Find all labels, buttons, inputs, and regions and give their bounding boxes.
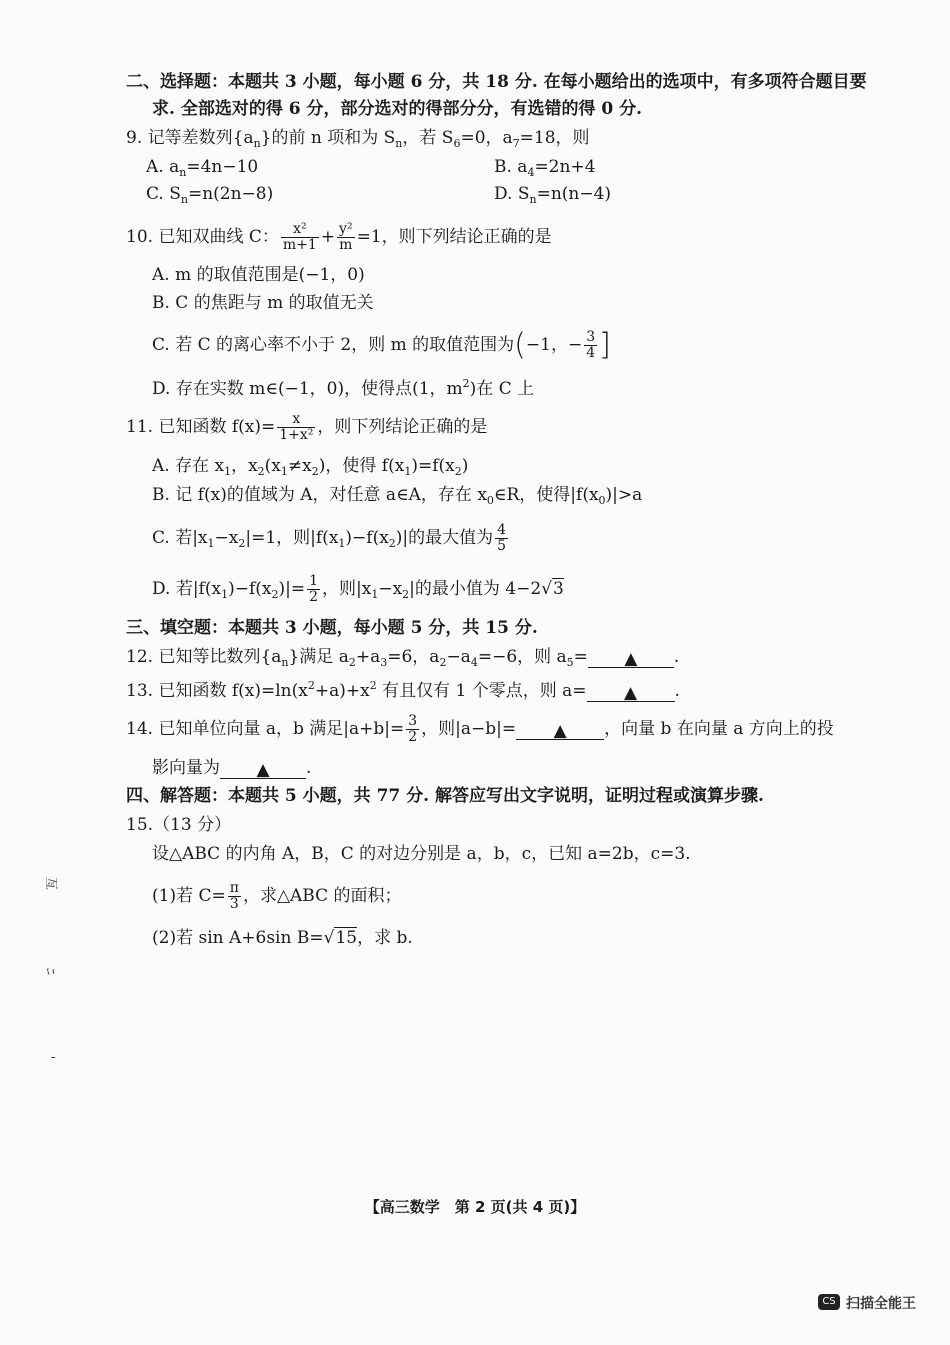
question-14: 14. 已知单位向量 a，b 满足|a+b|= $\frac{3}{2}$ ，则|a−b|= ▲ ，向量 b 在向量 a 方向上的投 (126, 713, 834, 745)
question-9-option-c: C. $S_n=n(2n-8)$ (146, 184, 274, 206)
scanner-app-icon: CS (818, 1294, 840, 1310)
scanner-app-name: 扫描全能王 (846, 1296, 916, 1312)
fraction: $\frac{\text{x²}}{m+1}$ (282, 221, 317, 253)
fraction: $\frac{\pi}{3}$ (229, 880, 239, 912)
question-11-option-a: A. 存在 $x_1$，$x_2(x_1\ne x_2)$，使得 $f(x_1)=f(x_2)$ (152, 456, 469, 478)
margin-mark: 亙 (43, 876, 59, 891)
question-11-option-b: B. 记 f(x)的值域为 A，对任意 a∈A，存在 $x_0\in R$，使得$|f(x_0)|>a$ (152, 485, 643, 507)
fraction: $\frac{3}{4}$ (586, 329, 596, 361)
question-10-option-c: C. 若 C 的离心率不小于 2，则 m 的取值范围为(−1，− $\frac{3}{4}$ ] (152, 327, 611, 363)
question-9-option-a: A. $a_n=4n-10$ (146, 157, 259, 179)
question-11-option-c: C. 若$|x_1-x_2|=1$，则$|f(x_1)-f(x_2)|$的最大值为 $\frac{4}{5}$ (152, 522, 507, 554)
section-2-header-line-2: 求. 全部选对的得 6 分，部分选对的得部分分，有选错的得 0 分. (152, 99, 643, 119)
question-9-option-d: D. $S_n=n(n-4)$ (494, 184, 612, 206)
margin-mark: ˉ (50, 1056, 57, 1071)
answer-blank[interactable] (588, 647, 674, 668)
margin-mark: ﾆ (41, 968, 57, 975)
question-12: 12. 已知等比数列$\{a_n\}$满足 $a_2+a_3=6$，$a_2-a_4=-6$，则 $a_5=$ ▲ . (126, 647, 680, 669)
question-9-option-b: B. $a_4=2n+4$ (494, 157, 596, 179)
question-15-title: 15.（13 分） (126, 815, 232, 835)
question-15-part-2: (2)若 sin A+6sin B=√15，求 b. (152, 928, 413, 948)
question-15-part-1: (1)若 C= $\frac{\pi}{3}$ ，求△ABC 的面积； (152, 880, 402, 912)
triangle-marker-icon: ▲ (623, 683, 638, 703)
question-15-stem: 设△ABC 的内角 A，B，C 的对边分别是 a，b，c，已知 a=2b，c=3. (152, 844, 691, 864)
fraction: $\frac{4}{5}$ (497, 522, 507, 554)
answer-blank[interactable] (516, 719, 604, 740)
triangle-marker-icon: ▲ (553, 721, 567, 741)
section-3-header: 三、填空题：本题共 3 小题，每小题 5 分，共 15 分. (126, 618, 538, 638)
question-10-option-d: D. 存在实数 m∈(−1，0)，使得点(1，$m^2$)在 C 上 (152, 377, 535, 399)
question-13: 13. 已知函数 $f(x)=\ln(x^2+a)+x^2$ 有且仅有 1 个零点，则 a= ▲ . (126, 679, 680, 703)
question-11-option-d: D. 若$|f(x_1)-f(x_2)|=$ $\frac{1}{2}$ ，则$|x_1-x_2|$的最小值为 4−2√3 (152, 573, 564, 605)
question-9-stem: 9. 记等差数列$\{a_n\}$的前 n 项和为 $S_n$，若 $S_6=0$，$a_7=18$，则 (126, 128, 590, 150)
page-footer: 【高三数学 第 2 页(共 4 页)】 (364, 1198, 586, 1216)
question-10-option-a: A. m 的取值范围是(−1，0) (152, 265, 365, 285)
answer-blank[interactable] (220, 758, 306, 779)
question-10-stem: 10. 已知双曲线 C： $\frac{\text{x²}}{m+1}$ + $\frac{\text{y²}}{m}$ =1，则下列结论正确的是 (126, 221, 552, 253)
triangle-marker-icon: ▲ (624, 649, 638, 669)
fraction: $\frac{1}{2}$ (309, 573, 318, 605)
triangle-marker-icon: ▲ (256, 760, 270, 780)
question-14-continued: 影向量为 ▲ . (152, 758, 312, 780)
question-11-stem: 11. 已知函数 f(x)= $\frac{x}{\text{1+x²}}$ ，则下列结论正确的是 (126, 411, 488, 443)
fraction: $\frac{\text{y²}}{m}$ (339, 221, 353, 253)
section-4-header: 四、解答题：本题共 5 小题，共 77 分. 解答应写出文字说明，证明过程或演算步骤. (126, 786, 764, 806)
question-10-option-b: B. C 的焦距与 m 的取值无关 (152, 293, 374, 313)
scanner-watermark (818, 1294, 950, 1314)
answer-blank[interactable] (587, 681, 675, 702)
fraction: $\frac{x}{\text{1+x²}}$ (279, 411, 314, 443)
fraction: $\frac{3}{2}$ (408, 713, 418, 745)
section-2-header-line-1: 二、选择题：本题共 3 小题，每小题 6 分，共 18 分. 在每小题给出的选项中，有多项符合题目要 (126, 72, 867, 92)
